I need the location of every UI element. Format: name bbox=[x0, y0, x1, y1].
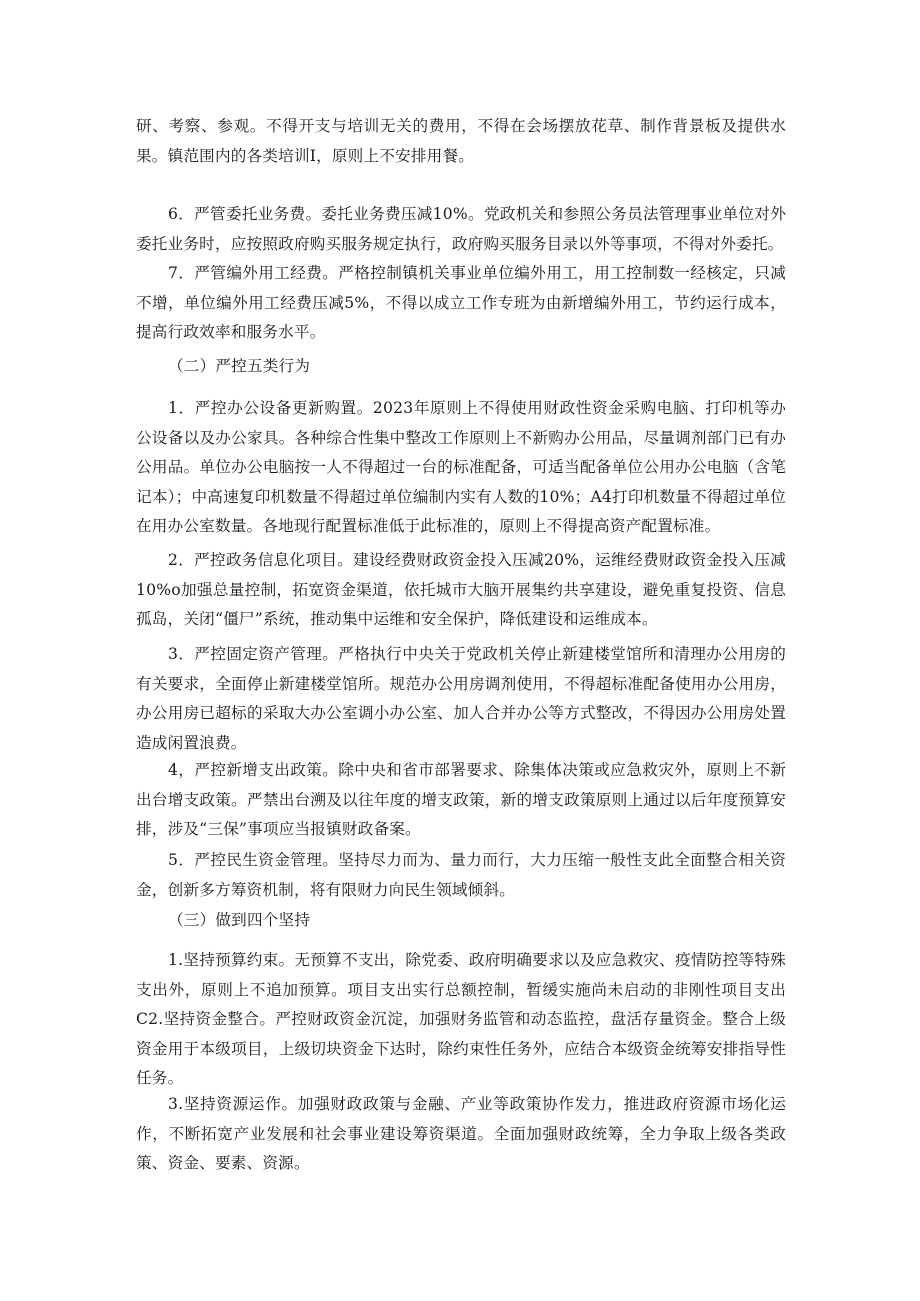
paragraph-fixed-assets: 3．严控固定资产管理。严格执行中央关于党政机关停止新建楼堂馆所和清理办公用房的有关要求，全面停止新建楼堂馆所。规范办公用房调剂使用，不得超标准配备使用办公用房，办公用房已超标的采取大办公室调小办公室、加人合并办公等方式整改，不得因办公用房处置造成闲置浪费。 bbox=[136, 645, 786, 752]
paragraph-item-7-outsourced-labor: 7．严管编外用工经费。严格控制镇机关事业单位编外用工，用工控制数一经核定，只减不增，单位编外用工经费压减5%，不得以成立工作专班为由新增编外用工，节约运行成本，提高行政效率和服务水平。 bbox=[136, 264, 786, 341]
section-heading-four-adherences: （三）做到四个坚持 bbox=[168, 911, 311, 929]
paragraph-resource-operation: 3.坚持资源运作。加强财政政策与金融、产业等政策协作发力，推进政府资源市场化运作，不断拓宽产业发展和社会事业建设筹资渠道。全面加强财政统筹，全力争取上级各类政策、资金、要素、资源。 bbox=[136, 1095, 786, 1172]
paragraph-office-equipment: 1．严控办公设备更新购置。2023年原则上不得使用财政性资金采购电脑、打印机等办公设备以及办公家具。各种综合性集中整改工作原则上不新购办公用品，尽量调剂部门已有办公用品。单位办公电脑按一人不得超过一台的标准配备，可适当配备单位公用办公电脑（含笔记本）；中高速复印机数量不得超过单位编制内实有人数的10%；A4打印机数量不得超过单位在用办公室数量。各地现行配置标准低于此标准的，原则上不得提高资产配置标准。 bbox=[136, 399, 786, 535]
paragraph-livelihood-funds: 5．严控民生资金管理。坚持尽力而为、量力而行，大力压缩一般性支此全面整合相关资金，创新多方筹资机制，将有限财力向民生领域倾斜。 bbox=[136, 851, 786, 899]
paragraph-new-expenditure-policy: 4，严控新增支出政策。除中央和省市部署要求、除集体决策或应急救灾外，原则上不新出台增支政策。严禁出台溯及以往年度的增支政策，新的增支政策原则上通过以后年度预算安排，涉及“三保”事项应当报镇财政备案。 bbox=[136, 761, 786, 838]
paragraph-training-expenses: 研、考察、参观。不得开支与培训无关的费用，不得在会场摆放花草、制作背景板及提供水果。镇范围内的各类培训I，原则上不安排用餐。 bbox=[136, 117, 786, 165]
paragraph-budget-constraint: 1.坚持预算约束。无预算不支出，除党委、政府明确要求以及应急救灾、疫情防控等特殊支出外，原则上不追加预算。项目支出实行总额控制，暂缓实施尚未启动的非刚性项目支出C2.坚持资金整合。严控财政资金沉淀，加强财务监管和动态监控，盘活存量资金。整合上级资金用于本级项目，上级切块资金下达时，除约束性任务外，应结合本级资金统筹安排指导性任务。 bbox=[136, 951, 786, 1087]
section-heading-five-behaviors: （二）严控五类行为 bbox=[168, 357, 311, 375]
paragraph-item-6-commissioned-business: 6．严管委托业务费。委托业务费压减10%。党政机关和参照公务员法管理事业单位对外委托业务时，应按照政府购买服务规定执行，政府购买服务目录以外等事项，不得对外委托。 bbox=[136, 205, 786, 253]
paragraph-informatization-projects: 2．严控政务信息化项目。建设经费财政资金投入压减20%，运维经费财政资金投入压减10%o加强总量控制，拓宽资金渠道，依托城市大脑开展集约共享建设，避免重复投资、信息孤岛，关闭“僵尸”系统，推动集中运维和安全保护，降低建设和运维成本。 bbox=[136, 551, 786, 628]
